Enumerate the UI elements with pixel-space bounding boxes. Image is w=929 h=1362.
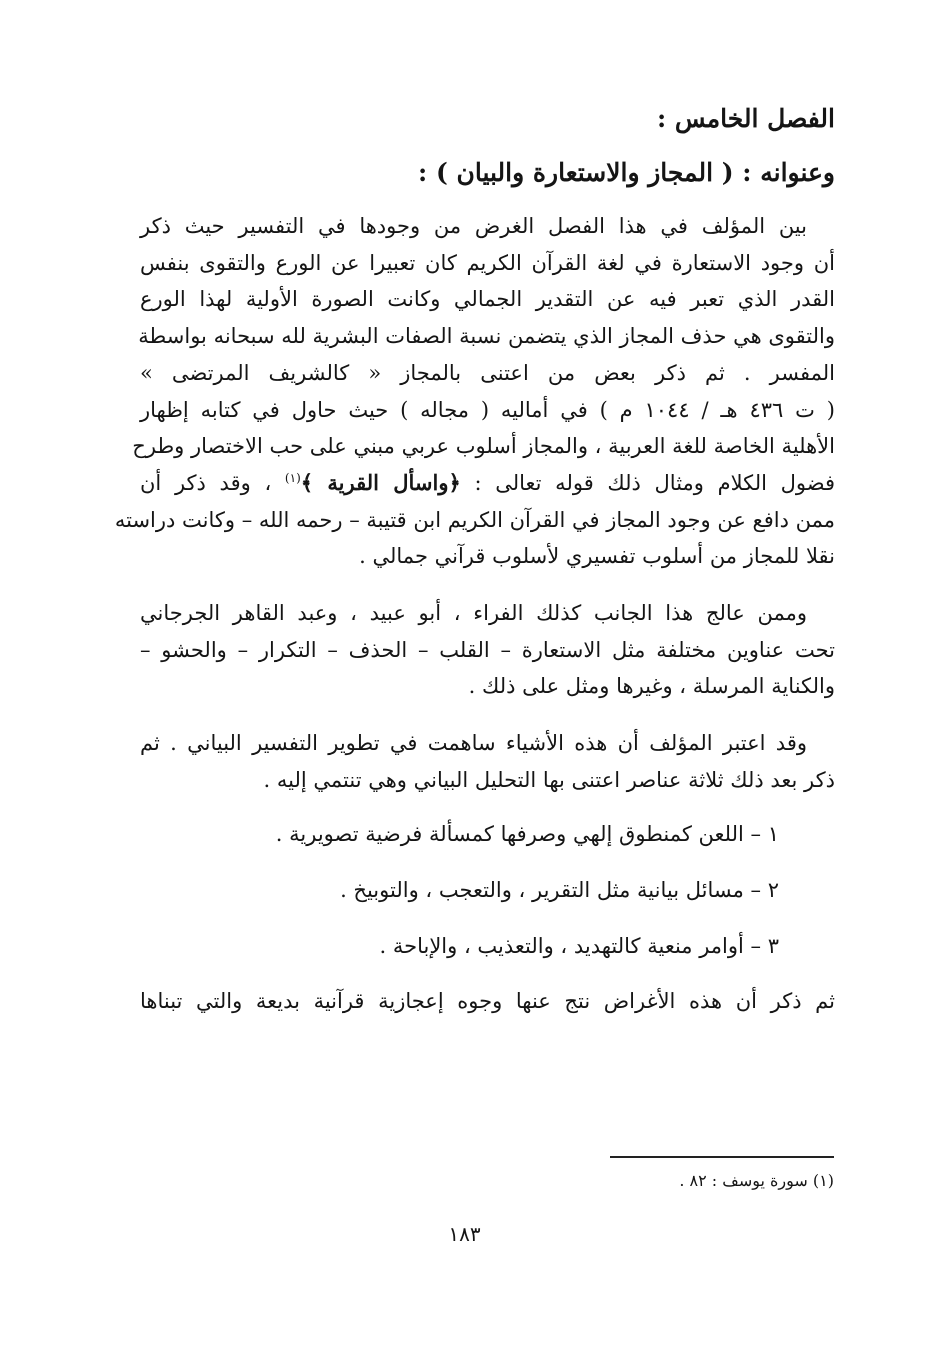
paragraph-1-line-quote (140, 465, 835, 502)
paragraph-2 (140, 595, 835, 705)
paragraph-1-line: بين المؤلف في هذا الفصل الغرض من وجودها في التفسير حيث ذكر (140, 214, 807, 238)
paragraph-1-line: ممن دافع عن وجود المجاز في القرآن الكريم ابن قتيبة – رحمه الله – وكانت دراسته (114, 507, 835, 532)
numbered-list (140, 815, 835, 965)
paragraph-1-line: ( ت ٤٣٦ هـ / ١٠٤٤ م ) في أماليه ( مجاله ) حيث حاول في كتابه إظهار (140, 397, 835, 422)
page-number: ١٨٣ (448, 1222, 481, 1246)
paragraph-2-line: والكناية المرسلة ، وغيرها ومثل على ذلك . (468, 674, 835, 699)
list-item: ٢ – مسائل بيانية مثل التقرير ، والتعجب ، والتوبيخ . (340, 877, 779, 902)
paragraph-1-line: الأهلية الخاصة للغة العربية ، والمجاز أسلوب عربي مبني على حب الاختصار وطرح (132, 434, 835, 459)
list-item: ٣ – أوامر منعية كالتهديد ، والتعذيب ، والإباحة . (379, 933, 779, 958)
paragraph-3 (140, 725, 835, 798)
paragraph-3-line: وقد اعتبر المؤلف أن هذه الأشياء ساهمت في تطوير التفسير البياني . ثم (140, 731, 807, 756)
paragraph-1-line: والتقوى هي حذف المجاز الذي يتضمن نسبة الصفات البشرية لله سبحانه بواسطة (138, 324, 835, 349)
list-item: ١ – اللعن كمنطوق إلهي وصرفها كمسألة فرضية تصويرية . (275, 821, 779, 846)
footnote-divider (610, 1156, 834, 1158)
paragraph-3-line: ذكر بعد ذلك ثلاثة عناصر اعتنى بها التحليل البياني وهي تنتمي إليه . (263, 767, 835, 792)
page-body (114, 100, 836, 1019)
paragraph-1-line: القدر الذي تعبر فيه عن التقدير الجمالي وكانت الصورة الأولية لهذا الورع (140, 287, 835, 312)
quran-quote: ﴿واسأل القرية ﴾ (300, 469, 461, 495)
quote-outro: ، وقد ذكر أن (140, 470, 285, 495)
quote-intro: فضول الكلام ومثال ذلك قوله تعالى : (460, 470, 836, 495)
paragraph-1-line: نقلا للمجاز من أسلوب تفسيري لأسلوب قرآني جمالي . (359, 544, 835, 569)
paragraph-1 (114, 208, 836, 575)
paragraph-2-line: تحت عناوين مختلفة مثل الاستعارة – القلب – الحذف – التكرار – والحشو – (140, 637, 835, 662)
footnote: (١) سورة يوسف : ٨٢ . (679, 1171, 834, 1190)
chapter-subtitle: وعنوانه : ( المجاز والاستعارة والبيان ) : (418, 158, 835, 187)
chapter-title: الفصل الخامس : (656, 104, 835, 133)
footnote-marker[interactable]: (١) (284, 470, 301, 485)
paragraph-2-line: وممن عالج هذا الجانب كذلك الفراء ، أبو عبيد ، وعبد القاهر الجرجاني (140, 601, 807, 626)
closing-line: ثم ذكر أن هذه الأغراض نتج عنها وجوه إعجازية قرآنية بديعة والتي تبناها (140, 988, 835, 1013)
paragraph-1-line: أن وجود الاستعارة في لغة القرآن الكريم كان تعبيرا عن الورع والتقوى بنفس (140, 250, 835, 275)
paragraph-1-line: المفسر . ثم ذكر بعض من اعتنى بالمجاز « كالشريف المرتضى » (140, 360, 835, 385)
